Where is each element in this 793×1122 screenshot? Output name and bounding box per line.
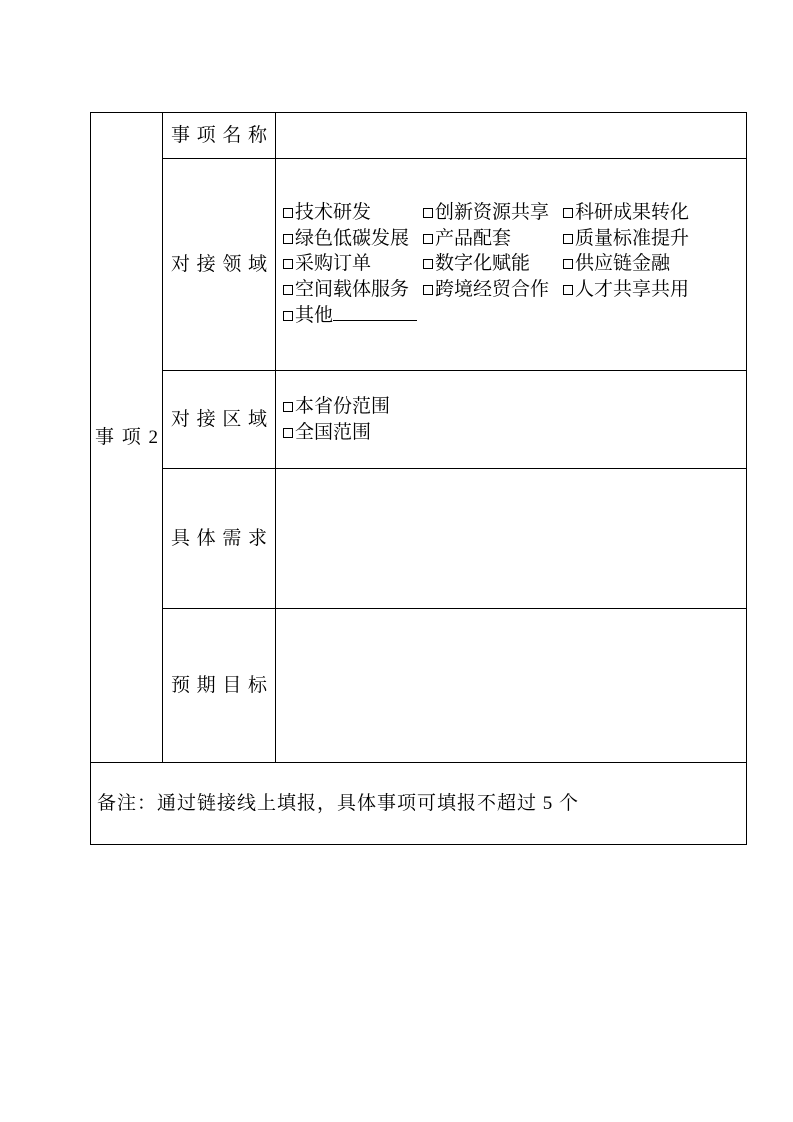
row-region — [91, 371, 747, 469]
checkbox-icon[interactable] — [283, 428, 293, 438]
checkbox-icon[interactable] — [563, 285, 573, 295]
field-option-line — [283, 277, 742, 303]
checkbox-option[interactable] — [283, 200, 423, 226]
checkbox-label: 本省份范围 — [295, 395, 391, 417]
row-note — [91, 763, 747, 845]
checkbox-icon[interactable] — [563, 234, 573, 244]
checkbox-label: 产品配套 — [435, 227, 512, 249]
checkbox-label: 空间载体服务 — [295, 278, 410, 300]
checkbox-icon[interactable] — [283, 234, 293, 244]
needs-input-cell[interactable] — [276, 469, 747, 609]
checkbox-option[interactable] — [283, 226, 423, 252]
item-form-table — [90, 112, 747, 845]
checkbox-option[interactable] — [283, 420, 371, 446]
checkbox-option[interactable] — [423, 277, 563, 303]
other-fill-blank[interactable] — [333, 302, 417, 321]
row-field — [91, 159, 747, 371]
field-options-cell — [276, 159, 747, 371]
checkbox-label: 数字化赋能 — [435, 253, 531, 275]
checkbox-label: 其他 — [295, 305, 334, 327]
checkbox-icon[interactable] — [423, 234, 433, 244]
checkbox-option[interactable] — [423, 226, 563, 252]
checkbox-icon[interactable] — [563, 208, 573, 218]
checkbox-icon[interactable] — [283, 311, 293, 321]
goal-label-cell — [163, 609, 276, 763]
needs-label-cell — [163, 469, 276, 609]
checkbox-option[interactable] — [423, 251, 563, 277]
field-option-line — [283, 226, 742, 252]
goal-label: 预期目标 — [171, 674, 267, 696]
goal-input-cell[interactable] — [276, 609, 747, 763]
checkbox-icon[interactable] — [283, 402, 293, 412]
item-group-cell — [91, 113, 163, 763]
item-group-label: 事项2 — [95, 426, 158, 448]
checkbox-label: 质量标准提升 — [575, 227, 690, 249]
item-name-input-cell[interactable] — [276, 113, 747, 159]
checkbox-label: 采购订单 — [295, 253, 372, 275]
checkbox-option[interactable] — [283, 277, 423, 303]
checkbox-label: 供应链金融 — [575, 253, 671, 275]
checkbox-icon[interactable] — [283, 259, 293, 269]
region-option-line — [283, 420, 742, 446]
row-goal — [91, 609, 747, 763]
checkbox-label: 人才共享共用 — [575, 278, 690, 300]
field-label: 对接领域 — [171, 253, 267, 275]
region-options-cell — [276, 371, 747, 469]
checkbox-label: 绿色低碳发展 — [295, 227, 410, 249]
checkbox-label: 跨境经贸合作 — [435, 278, 550, 300]
item-name-label: 事项名称 — [171, 124, 267, 146]
checkbox-icon[interactable] — [283, 208, 293, 218]
checkbox-icon[interactable] — [283, 285, 293, 295]
checkbox-label: 技术研发 — [295, 201, 372, 223]
region-label-cell — [163, 371, 276, 469]
checkbox-option[interactable] — [563, 200, 689, 226]
checkbox-option[interactable] — [563, 277, 689, 303]
field-option-line — [283, 200, 742, 226]
checkbox-option[interactable] — [563, 251, 670, 277]
checkbox-option[interactable] — [283, 251, 423, 277]
note-cell — [91, 763, 747, 845]
row-needs — [91, 469, 747, 609]
field-option-line — [283, 251, 742, 277]
checkbox-option[interactable] — [423, 200, 563, 226]
region-option-line — [283, 394, 742, 420]
needs-label: 具体需求 — [171, 527, 267, 549]
checkbox-icon[interactable] — [423, 208, 433, 218]
checkbox-label: 全国范围 — [295, 421, 372, 443]
checkbox-label: 创新资源共享 — [435, 201, 550, 223]
row-item-name — [91, 113, 747, 159]
field-label-cell — [163, 159, 276, 371]
checkbox-label: 科研成果转化 — [575, 201, 690, 223]
checkbox-option[interactable] — [283, 394, 390, 420]
note-text: 备注：通过链接线上填报，具体事项可填报不超过 5 个 — [97, 792, 580, 814]
checkbox-icon[interactable] — [423, 285, 433, 295]
checkbox-option[interactable] — [563, 226, 689, 252]
region-label: 对接区域 — [171, 408, 267, 430]
checkbox-option-other[interactable] — [283, 302, 417, 329]
checkbox-icon[interactable] — [563, 259, 573, 269]
item-name-label-cell — [163, 113, 276, 159]
checkbox-icon[interactable] — [423, 259, 433, 269]
field-option-line-other — [283, 302, 742, 329]
